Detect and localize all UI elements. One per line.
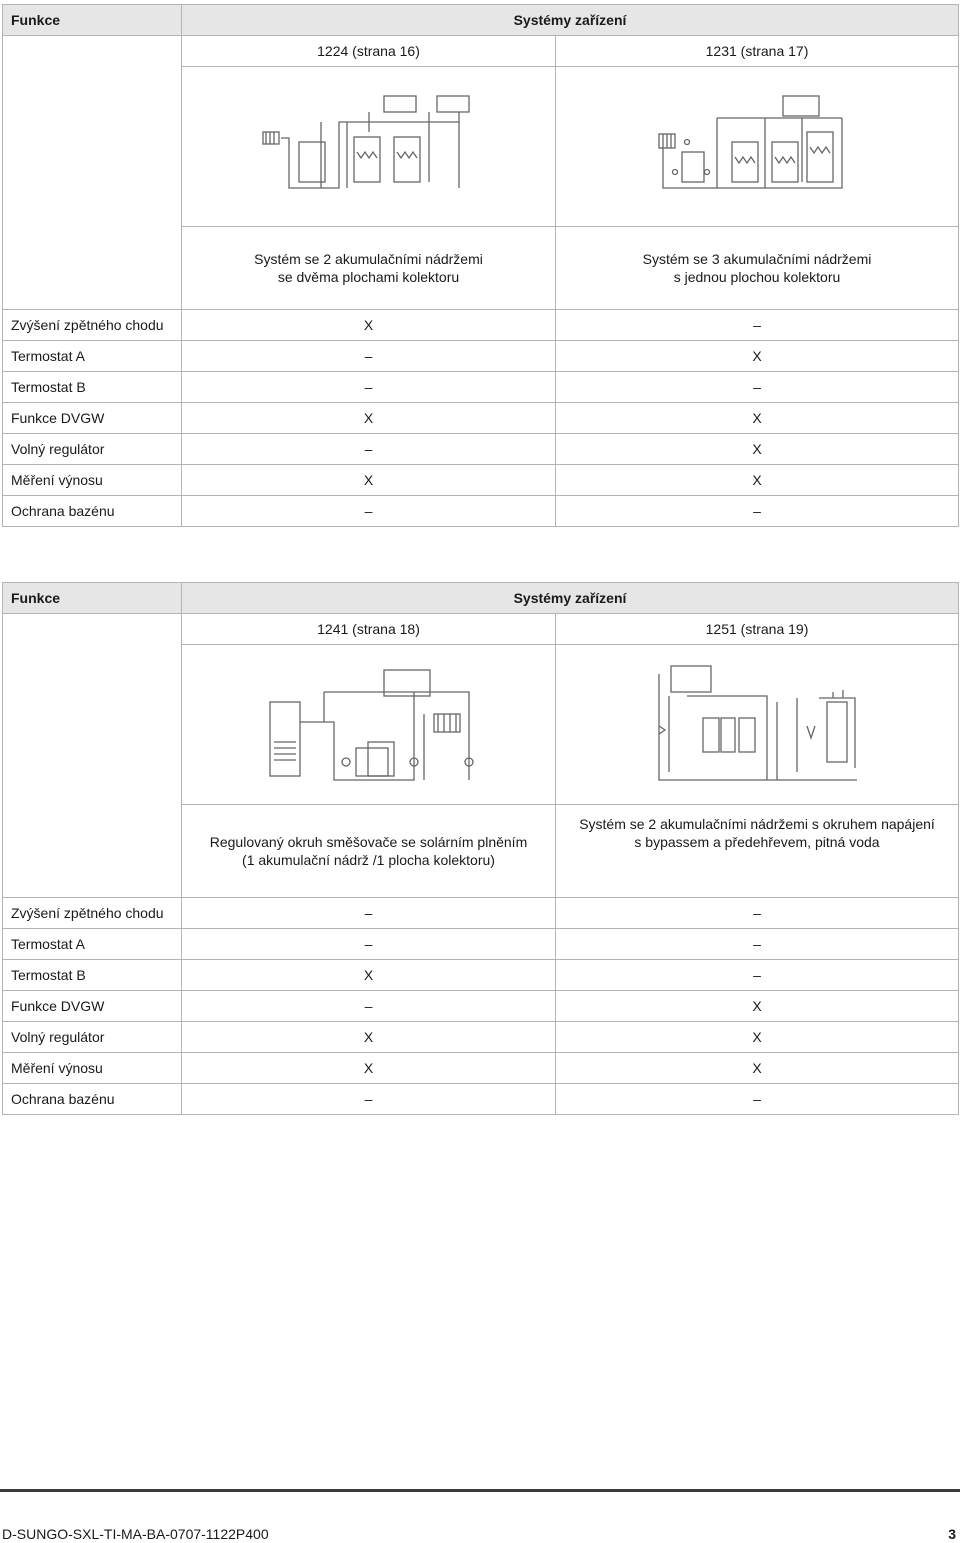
blank-cell [3, 614, 182, 898]
function-label: Funkce DVGW [3, 403, 182, 434]
function-label: Termostat A [3, 929, 182, 960]
table-row [3, 465, 959, 496]
value-cell: – [556, 898, 959, 929]
value-cell: X [556, 991, 959, 1022]
table-row [3, 898, 959, 929]
schematic-diagram [259, 92, 479, 202]
table-row [3, 372, 959, 403]
diagram-1224 [182, 67, 556, 227]
value-cell: X [556, 434, 959, 465]
header-systemy: Systémy zařízení [182, 583, 959, 614]
value-cell: – [556, 372, 959, 403]
schematic-diagram [657, 92, 857, 202]
system-description [556, 805, 959, 898]
desc-line: se dvěma plochami kolektoru [277, 269, 460, 285]
table-row [3, 341, 959, 372]
value-cell: – [182, 991, 556, 1022]
value-cell: X [182, 960, 556, 991]
page-number: 3 [948, 1526, 956, 1542]
diagram-1241 [182, 645, 556, 805]
desc-line: s jednou plochou kolektoru [673, 269, 841, 285]
desc-line: Systém se 3 akumulačními nádržemi [642, 251, 872, 267]
value-cell: X [182, 310, 556, 341]
diagram-1251 [556, 645, 959, 805]
system-description [556, 227, 959, 310]
value-cell: X [182, 1053, 556, 1084]
value-cell: – [556, 960, 959, 991]
system-name: 1251 (strana 19) [556, 614, 959, 645]
value-cell: – [182, 341, 556, 372]
diagram-1231 [556, 67, 959, 227]
document-code: D-SUNGO-SXL-TI-MA-BA-0707-1122P400 [2, 1526, 269, 1542]
schematic-diagram [264, 662, 474, 787]
desc-line: s bypassem a předehřevem, pitná voda [634, 834, 880, 850]
function-label: Měření výnosu [3, 1053, 182, 1084]
table-row [3, 496, 959, 527]
function-label: Ochrana bazénu [3, 496, 182, 527]
desc-line: (1 akumulační nádrž /1 plocha kolektoru) [242, 852, 495, 868]
value-cell: – [556, 310, 959, 341]
header-systemy: Systémy zařízení [182, 5, 959, 36]
header-funkce: Funkce [3, 5, 182, 36]
function-label: Volný regulátor [3, 434, 182, 465]
value-cell: – [182, 1084, 556, 1115]
system-name: 1231 (strana 17) [556, 36, 959, 67]
desc-line: Systém se 2 akumulačními nádržemi s okruhem napájení [579, 816, 935, 832]
table-row [3, 1084, 959, 1115]
schematic-diagram [647, 662, 867, 787]
value-cell: X [556, 1053, 959, 1084]
value-cell: – [556, 1084, 959, 1115]
footer-divider [0, 1489, 960, 1492]
value-cell: – [556, 496, 959, 527]
system-name: 1224 (strana 16) [182, 36, 556, 67]
table-row [3, 929, 959, 960]
function-label: Zvýšení zpětného chodu [3, 898, 182, 929]
value-cell: – [182, 929, 556, 960]
table-row [3, 310, 959, 341]
table-row [3, 991, 959, 1022]
value-cell: – [182, 372, 556, 403]
desc-line: Regulovaný okruh směšovače se solárním plněním [209, 834, 528, 850]
system-description [182, 227, 556, 310]
value-cell: X [182, 403, 556, 434]
table-row [3, 1053, 959, 1084]
function-label: Zvýšení zpětného chodu [3, 310, 182, 341]
table-row [3, 403, 959, 434]
function-label: Funkce DVGW [3, 991, 182, 1022]
function-label: Termostat B [3, 372, 182, 403]
function-label: Termostat A [3, 341, 182, 372]
value-cell: X [556, 403, 959, 434]
function-label: Termostat B [3, 960, 182, 991]
function-table-1 [2, 4, 959, 527]
value-cell: – [182, 434, 556, 465]
value-cell: X [556, 341, 959, 372]
function-label: Volný regulátor [3, 1022, 182, 1053]
value-cell: X [182, 465, 556, 496]
value-cell: – [182, 496, 556, 527]
value-cell: X [556, 465, 959, 496]
value-cell: X [182, 1022, 556, 1053]
function-table-2 [2, 582, 959, 1115]
value-cell: X [556, 1022, 959, 1053]
table-row [3, 434, 959, 465]
function-label: Měření výnosu [3, 465, 182, 496]
function-label: Ochrana bazénu [3, 1084, 182, 1115]
value-cell: – [556, 929, 959, 960]
header-funkce: Funkce [3, 583, 182, 614]
table-row [3, 960, 959, 991]
system-name: 1241 (strana 18) [182, 614, 556, 645]
blank-cell [3, 36, 182, 310]
table-row [3, 1022, 959, 1053]
desc-line: Systém se 2 akumulačními nádržemi [254, 251, 483, 267]
value-cell: – [182, 898, 556, 929]
system-description [182, 805, 556, 898]
